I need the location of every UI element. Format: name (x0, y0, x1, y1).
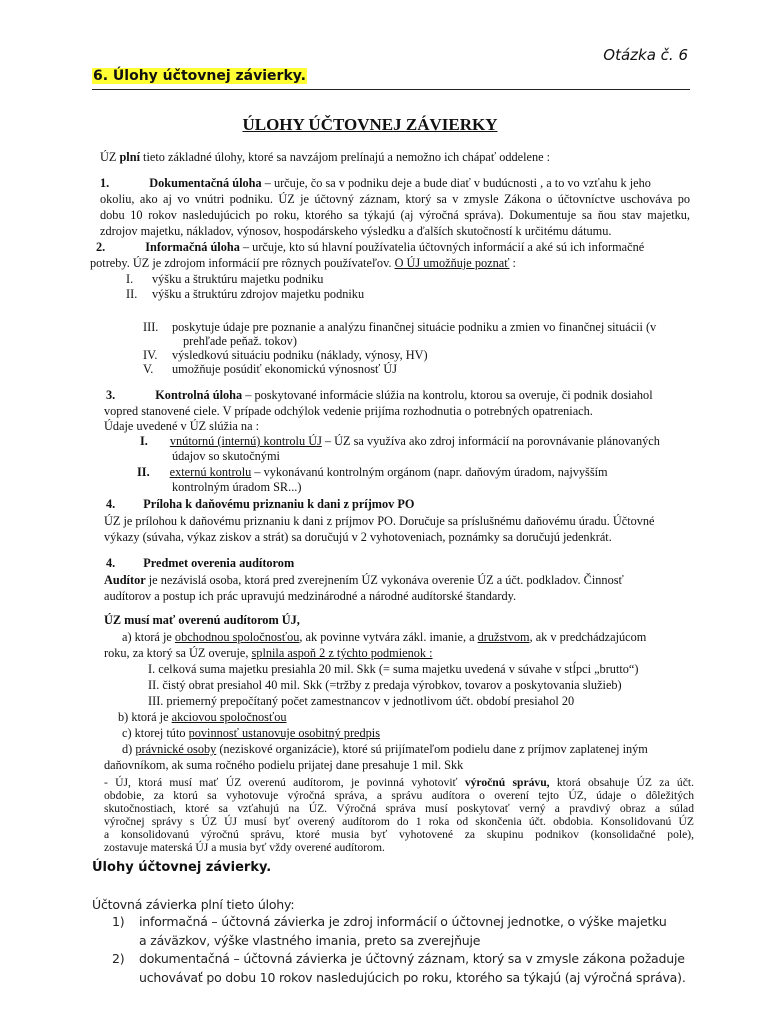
condition: II. čistý obrat presiahol 40 mil. Skk (=tržby z predaja výrobkov, tovarov a poskytovania služieb) (148, 678, 622, 692)
s1-line: dobu 10 rokov nasledujúcich po roku, ktorého sa týkajú (aj výročná správa). Dokumentuje sa ňou stav majetku, (100, 208, 690, 222)
s3-line: vopred stanovené ciele. V prípade odchýlok vedenie prijíma rozhodnutia o potrebných opatreniach. (104, 404, 593, 418)
s3-line: Údaje uvedené v ÚZ slúžia na : (104, 419, 260, 433)
summary-heading: Úlohy účtovnej závierky. (92, 860, 272, 875)
s3-item: II. externú kontrolu – vykonávanú kontrolným orgánom (napr. daňovým úradom, najvyšším (137, 465, 608, 479)
s4-line: ÚZ je prílohou k daňovému priznaniu k dani z príjmov PO. Doručuje sa príslušnému daňovému úradu. Účtovné (104, 514, 655, 528)
s5-a: roku, za ktorý sa ÚZ overuje, splnila aspoň 2 z týchto podmienok : (104, 646, 433, 660)
s5-c: c) ktorej túto povinnosť ustanovuje osobitný predpis (122, 726, 380, 740)
s2-item-cont: prehľade peňaž. tokov) (183, 334, 297, 348)
s2-item: V. umožňuje posúdiť ekonomickú výnosnosť ÚJ (143, 362, 398, 376)
s3-item-cont: kontrolným úradom SR...) (172, 480, 302, 494)
s3-line: 3. Kontrolná úloha – poskytované informácie slúžia na kontrolu, ktorou sa overuje, či podnik dosiahol (106, 388, 653, 402)
s3-item: I. vnútornú (internú) kontrolu ÚJ – ÚZ sa využíva ako zdroj informácií na porovnávanie plánovaných (140, 434, 660, 448)
final-line: výročnej správy s ÚZ ÚJ musí byť overený audítorom do 1 roka od skončenia účt. obdobia. Konsolidovanú ÚZ (104, 815, 694, 828)
s3-item-cont: údajov so skutočnými (172, 449, 280, 463)
summary-item-cont: a záväzkov, výške vlastného imania, preto sa zverejňuje (139, 933, 481, 948)
condition: I. celková suma majetku presiahla 20 mil. Skk (= suma majetku uvedená v súvahe v stĺpci „brutto“) (148, 662, 639, 676)
s2-item: IV. výsledkovú situáciu podniku (náklady, výnosy, HV) (143, 348, 428, 362)
final-line: skutočnostiach, ktoré sa vzťahujú na ÚZ. Výročná správa musí poskytovať verný a pravdivý obraz a súlad (104, 802, 694, 815)
divider (92, 89, 690, 90)
summary-intro: Účtovná závierka plní tieto úlohy: (92, 897, 295, 912)
s5-head: 4. Predmet overenia audítorom (106, 556, 295, 570)
s5-d: d) právnické osoby (neziskové organizácie), ktoré sú prijímateľom podielu dane z príjmov zaplatenej iným (122, 742, 648, 756)
s5-line: audítorov a postup ich prác upravujú medzinárodné a národné audítorské štandardy. (104, 589, 517, 603)
s2-item: I. výšku a štruktúru majetku podniku (126, 272, 324, 286)
s5-must: ÚZ musí mať overenú audítorom ÚJ, (104, 613, 300, 627)
question-number: Otázka č. 6 (603, 46, 688, 64)
page-title: 6. Úlohy účtovnej závierky. (93, 68, 306, 84)
s1-line: 1. Dokumentačná úloha – určuje, čo sa v podniku deje a bude diať v budúcnosti , a to vo vzťahu k jeho (100, 176, 651, 190)
final-line: obdobie, za ktorú sa vyhotovuje výročná správa, a správu audítora o overení tejto ÚZ, údaje o dôležitých (104, 789, 694, 802)
condition: III. priemerný prepočítaný počet zamestnancov v jednotlivom účt. období presiahol 20 (148, 694, 575, 708)
s2-line: potreby. ÚZ je zdrojom informácií pre rôznych používateľov. O ÚJ umožňuje poznať : (90, 256, 516, 270)
s1-line: zdrojov majetku, nákladov, výnosov, hospodárskeho výsledku a ďalších skutočností k určitému dátumu. (100, 224, 612, 238)
intro: ÚZ plní tieto základné úlohy, ktoré sa navzájom prelínajú a nemožno ich chápať oddelene : (100, 150, 551, 164)
scan-title: ÚLOHY ÚČTOVNEJ ZÁVIERKY (242, 115, 498, 134)
summary-item-cont: uchovávať po dobu 10 rokov nasledujúcich po roku, ktorého sa týkajú (aj výročná správa). (139, 970, 686, 985)
s4-line: výkazy (súvaha, výkaz ziskov a strát) sa doručujú v 2 vyhotoveniach, poznámky sa doručujú jedenkrát. (104, 530, 612, 544)
s5-line: Audítor je nezávislá osoba, ktorá pred zverejnením ÚZ vykonáva overenie ÚZ a účt. podkladov. Činnosť (104, 573, 624, 587)
s2-item: II. výšku a štruktúru zdrojov majetku podniku (126, 287, 365, 301)
summary-item: 2) dokumentačná – účtovná závierka je účtovný záznam, ktorý sa v zmysle zákona požaduje (112, 951, 685, 966)
final-line: zostavuje materská ÚJ a musia byť vždy overené audítorom. (104, 841, 385, 854)
summary-item: 1) informačná – účtovná závierka je zdroj informácií o účtovnej jednotke, o výške majetku (112, 914, 667, 929)
final-line: a konsolidovanú výročnú správu, ktoré musia byť vyhotovené za skupinu podnikov (konsolidačné pole), (104, 828, 694, 841)
s5-d: daňovníkom, ak suma ročného podielu prijatej dane presahuje 1 mil. Skk (104, 758, 464, 772)
s2-item: III. poskytuje údaje pre poznanie a analýzu finančnej situácie podniku a zmien vo finančnej situácii (v (143, 320, 657, 334)
s2-line: 2. Informačná úloha – určuje, kto sú hlavní používatelia účtovných informácií a aké sú ich informačné (96, 240, 645, 254)
s5-b: b) ktorá je akciovou spoločnosťou (118, 710, 287, 724)
final-line: - ÚJ, ktorá musí mať ÚZ overenú audítorom, je povinná vyhotoviť výročnú správu, ktorá obsahuje ÚZ za účt. (104, 776, 694, 789)
s5-a: a) ktorá je obchodnou spoločnosťou, ak povinne vytvára zákl. imanie, a družstvom, ak v predchádzajúcom (122, 630, 647, 644)
s4-head: 4. Príloha k daňovému priznaniu k dani z príjmov PO (106, 497, 415, 511)
s1-line: okoliu, ako aj vo vnútri podniku. ÚZ je účtovný záznam, ktorý sa v zmysle Zákona o účtovníctve uschováva po (100, 192, 690, 206)
